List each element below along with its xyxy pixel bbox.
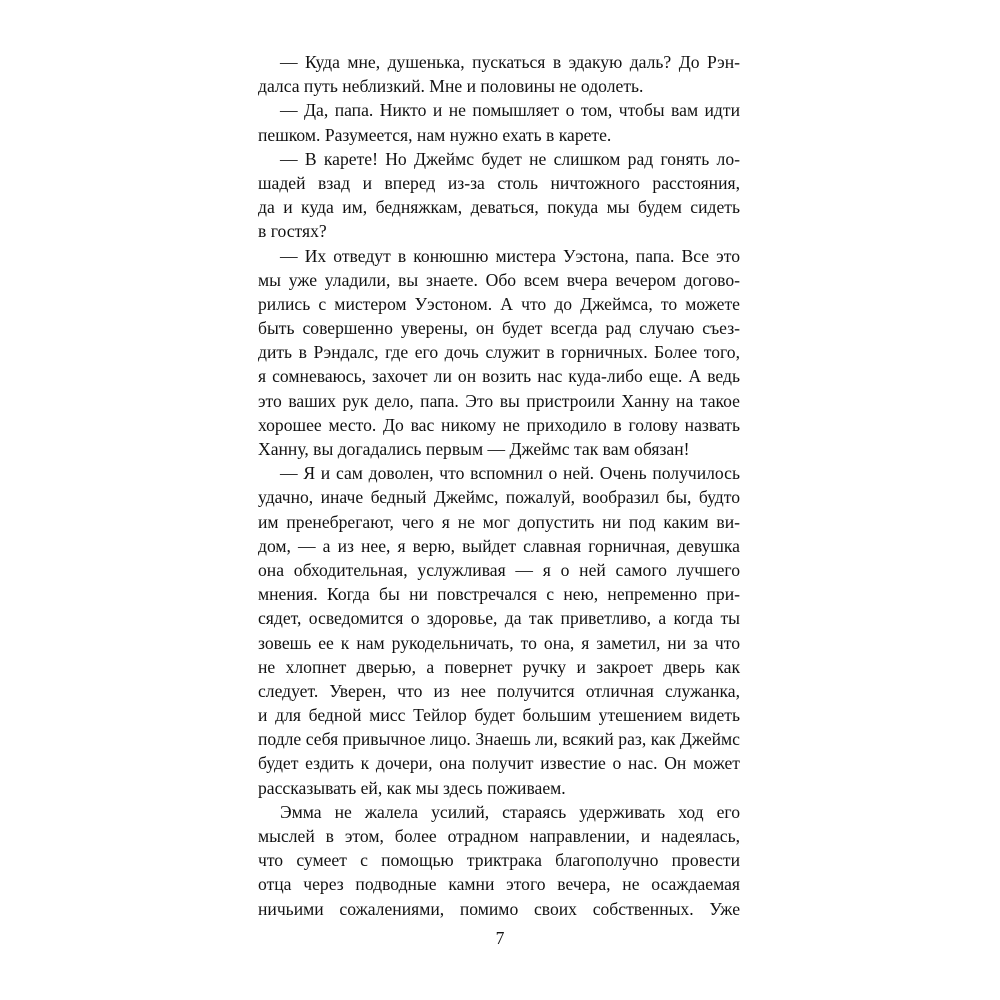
text-line: дить в Рэндалс, где его дочь служит в горничных. Более того, [258,342,740,363]
text-line: в гостях? [258,221,327,242]
book-page [258,50,740,921]
text-line: ничьими сожалениями, помимо своих собственных. Уже [258,898,740,919]
text-line: мнения. Когда бы ни повстречался с нею, непременно при- [258,584,740,605]
text-line: — Их отведут в конюшню мистера Уэстона, папа. Все это [280,245,740,266]
text-line: она обходительная, услужливая — я о ней самого лучшего [258,559,740,580]
paragraph [258,147,740,244]
text-line: хорошее место. До вас никому не приходило в голову назвать [258,414,740,435]
text-line: им пренебрегают, чего я не мог допустить ни под каким ви- [258,511,740,532]
text-line: сядет, осведомится о здоровье, да так приветливо, а когда ты [258,608,740,629]
text-line: не хлопнет дверью, а повернет ручку и закроет дверь как [258,656,740,677]
text-line: Эмма не жалела усилий, стараясь удерживать ход его [280,801,740,822]
paragraph [258,244,740,462]
text-line: рассказывать ей, как мы здесь поживаем. [258,777,566,798]
text-line: — В карете! Но Джеймс будет не слишком рад гонять ло- [280,148,740,169]
text-line: это ваших рук дело, папа. Это вы пристроили Ханну на такое [258,390,740,411]
paragraph [258,98,740,146]
text-line: дом, — а из нее, я верю, выйдет славная горничная, девушка [258,535,740,556]
paragraph [258,461,740,800]
text-line: мы уже уладили, вы знаете. Обо всем вчера вечером догово- [258,269,740,290]
text-line: мыслей в этом, более отрадном направлении, и надеялась, [258,826,740,846]
text-line: пешком. Разумеется, нам нужно ехать в карете. [258,124,612,145]
text-line: — Я и сам доволен, что вспомнил о ней. Очень получилось [280,463,740,484]
paragraph [258,50,740,98]
text-line: и для бедной мисс Тейлор будет большим утешением видеть [258,705,740,726]
text-line: что сумеет с помощью триктрака благополучно провести [258,850,740,871]
text-line: я сомневаюсь, захочет ли он возить нас куда-либо еще. А ведь [258,366,740,387]
text-line: рились с мистером Уэстоном. А что до Джеймса, то можете [258,293,740,314]
text-line: да и куда им, бедняжкам, деваться, покуда мы будем сидеть [258,197,740,218]
text-line: подле себя привычное лицо. Знаешь ли, всякий раз, как Джеймс [258,729,740,750]
text-line: быть совершенно уверены, он будет всегда рад случаю съез- [258,318,740,339]
page-number: 7 [495,928,505,948]
text-line: будет ездить к дочери, она получит известие о нас. Он может [258,753,740,774]
text-line: шадей взад и вперед из-за столь ничтожного расстояния, [258,172,740,193]
text-line: отца через подводные камни этого вечера, не осаждаемая [258,874,740,895]
paragraph [258,800,740,921]
text-line: Ханну, вы догадались первым — Джеймс так вам обязан! [258,439,690,459]
text-line: — Да, папа. Никто и не помышляет о том, чтобы вам идти [280,100,740,121]
text-line: — Куда мне, душенька, пускаться в эдакую даль? До Рэн- [280,52,740,72]
text-line: удачно, иначе бедный Джеймс, пожалуй, вообразил бы, будто [258,487,740,508]
text-line: далса путь неблизкий. Мне и половины не одолеть. [258,76,644,97]
text-line: следует. Уверен, что из нее получится отличная служанка, [258,680,740,701]
text-line: зовешь ее к нам рукодельничать, то она, я заметил, ни за что [258,632,740,653]
